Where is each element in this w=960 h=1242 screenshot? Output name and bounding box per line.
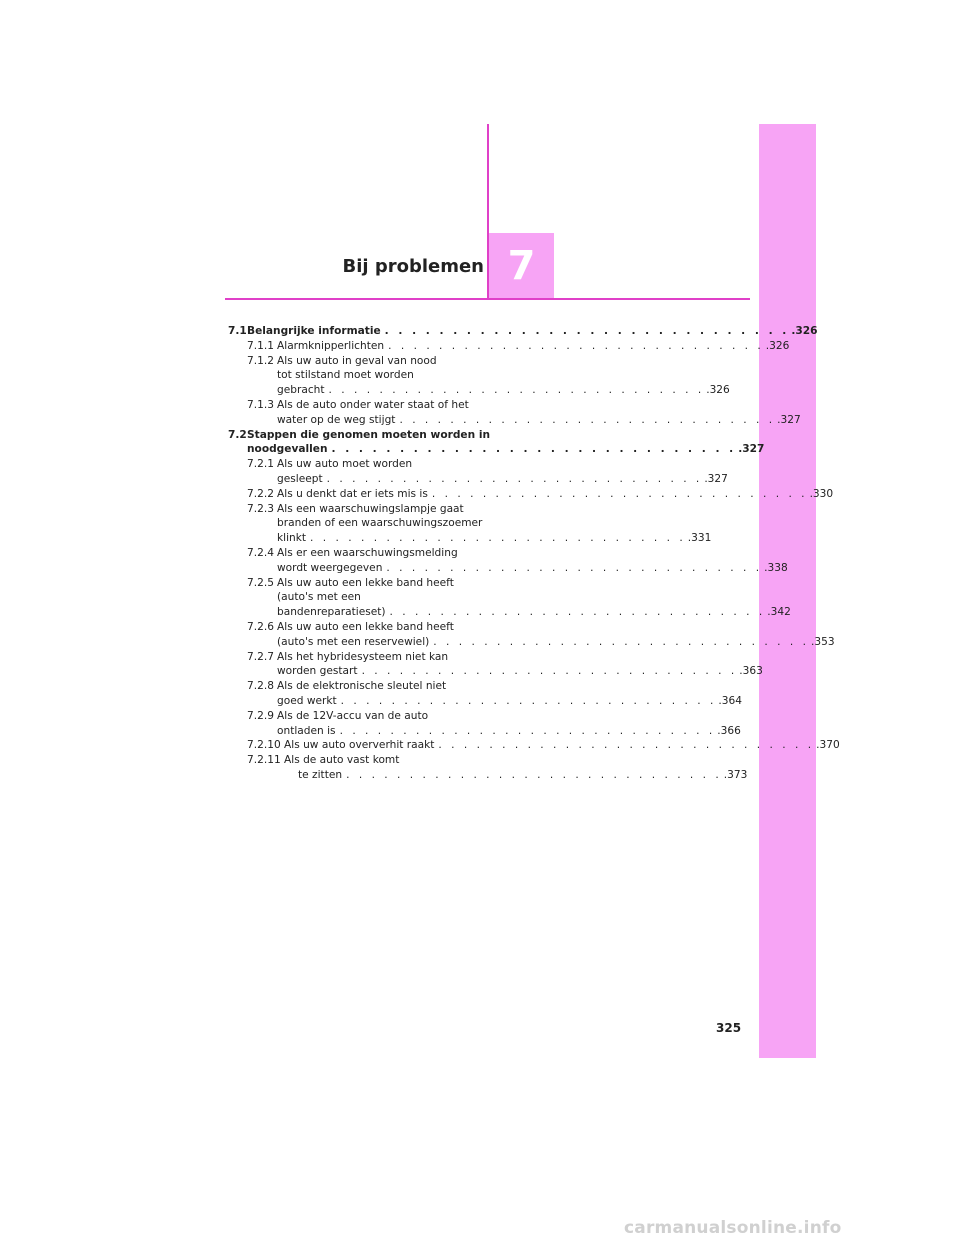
toc-entry[interactable]: [228, 428, 765, 458]
toc-entry-title-line: Als uw auto oververhit raakt: [284, 739, 435, 752]
toc-entry-number: 7.2.1: [247, 458, 274, 471]
toc-entry-title-line: Als uw auto in geval van nood: [277, 354, 437, 367]
toc-entry[interactable]: [228, 576, 791, 620]
toc-dot-leader: . . . . . . . . . . . . . . . . . . . . . . . . . . . . . .: [346, 768, 722, 781]
toc-dot-leader: . . . . . . . . . . . . . . . . . . . . . . . . . . . . . .: [340, 694, 717, 707]
toc-entry[interactable]: [228, 398, 801, 428]
toc-entry-title-line: wordt weergegeven: [277, 561, 383, 574]
toc-entry-title-line: Als de elektronische sleutel niet: [277, 680, 447, 693]
toc-entry-title-line: Als een waarschuwingslampje gaat: [277, 502, 464, 515]
toc-entry-number: 7.2.2: [247, 487, 274, 500]
table-of-contents: [228, 324, 840, 783]
toc-entry-title-line: Als de auto vast komt: [284, 754, 400, 767]
toc-entry[interactable]: [228, 738, 840, 753]
toc-entry-title-line: Als er een waarschuwingsmelding: [277, 546, 458, 559]
toc-entry[interactable]: [228, 487, 834, 502]
toc-entry-number: 7.1.1: [247, 339, 274, 352]
toc-entry[interactable]: [228, 753, 748, 783]
toc-dot-leader: . . . . . . . . . . . . . . . . . . . . . . . . . . . . . .: [386, 561, 763, 574]
toc-entry-title-line: noodgevallen: [247, 443, 328, 456]
toc-entry-title-line: gebracht: [277, 384, 325, 397]
toc-entry-title-line: worden gestart: [277, 665, 358, 678]
toc-entry-number: 7.2.6: [247, 620, 274, 633]
toc-entry-page: .366: [717, 724, 741, 737]
toc-entry-title-line: goed werkt: [277, 694, 337, 707]
toc-entry-number: 7.2.8: [247, 680, 274, 693]
toc-entry-title-line: Als uw auto een lekke band heeft: [277, 620, 454, 633]
toc-dot-leader: . . . . . . . . . . . . . . . . . . . . . . . . . . . . . .: [310, 532, 686, 545]
toc-entry-title-line: Als uw auto een lekke band heeft: [277, 576, 454, 589]
toc-entry-title-line: Als de 12V-accu van de auto: [277, 709, 429, 722]
toc-dot-leader: . . . . . . . . . . . . . . . . . . . . . . . . . . . . . .: [389, 606, 766, 619]
toc-entry-number: 7.2.4: [247, 546, 274, 559]
toc-entry-page: .342: [767, 606, 791, 619]
toc-entry-page: .363: [739, 665, 763, 678]
toc-entry-page: .327: [704, 472, 728, 485]
toc-entry[interactable]: [228, 354, 730, 398]
toc-dot-leader: . . . . . . . . . . . . . . . . . . . . . . . . . . . . . .: [431, 487, 808, 500]
toc-entry-number: 7.2.3: [247, 502, 274, 515]
toc-entry-title-line: Als het hybridesysteem niet kan: [277, 650, 449, 663]
toc-entry-title-line: tot stilstand moet worden: [277, 369, 414, 382]
toc-entry-page: .331: [687, 532, 712, 545]
toc-entry-page: .327: [777, 413, 801, 426]
toc-dot-leader: . . . . . . . . . . . . . . . . . . . . . . . . . . . . . .: [388, 339, 764, 352]
toc-entry-title-line: (auto's met een reservewiel): [277, 635, 430, 648]
toc-entry-title-line: Alarmknipperlichten: [277, 339, 385, 352]
toc-entry-number: 7.1.3: [247, 398, 274, 411]
toc-entry-title-line: Als uw auto moet worden: [277, 458, 413, 471]
toc-entry-number: 7.2: [228, 428, 247, 441]
toc-entry[interactable]: [228, 620, 835, 650]
toc-entry-title-line: (auto's met een: [277, 591, 361, 604]
toc-entry[interactable]: [228, 324, 818, 339]
watermark: carmanualsonline.info: [624, 1218, 842, 1238]
toc-entry-number: 7.1.2: [247, 354, 274, 367]
toc-entry-title-line: Als u denkt dat er iets mis is: [277, 487, 428, 500]
toc-entry-number: 7.2.10: [247, 739, 281, 752]
toc-entry-page: .330: [809, 487, 834, 500]
toc-dot-leader: . . . . . . . . . . . . . . . . . . . . . . . . . . . . . .: [433, 635, 809, 648]
toc-entry[interactable]: [228, 339, 790, 354]
toc-dot-leader: . . . . . . . . . . . . . . . . . . . . . . . . . . . . . .: [384, 325, 790, 337]
toc-entry-page: .327: [738, 443, 765, 456]
header-horizontal-rule: [225, 298, 750, 300]
toc-entry-title-line: te zitten: [298, 768, 343, 781]
toc-entry-page: .338: [764, 561, 788, 574]
toc-entry-page: .353: [810, 635, 835, 648]
toc-entry-page: .326: [791, 325, 818, 337]
toc-entry-title-line: Belangrijke informatie: [247, 325, 381, 337]
toc-entry-number: 7.2.7: [247, 650, 274, 663]
chapter-side-tab: [759, 124, 816, 1058]
toc-dot-leader: . . . . . . . . . . . . . . . . . . . . . . . . . . . . . .: [339, 724, 716, 737]
toc-entry-number: 7.1: [228, 325, 247, 337]
toc-entry-page: .370: [816, 739, 840, 752]
chapter-number-tab: 7: [489, 233, 554, 298]
toc-entry[interactable]: [228, 650, 763, 680]
toc-dot-leader: . . . . . . . . . . . . . . . . . . . . . . . . . . . . . .: [328, 384, 705, 397]
toc-entry-title-line: klinkt: [277, 532, 307, 545]
toc-entry-number: 7.2.5: [247, 576, 274, 589]
toc-dot-leader: . . . . . . . . . . . . . . . . . . . . . . . . . . . . . .: [399, 413, 776, 426]
toc-entry-page: .326: [765, 339, 790, 352]
toc-entry-title-line: gesleept: [277, 472, 323, 485]
toc-entry-page: .326: [706, 384, 730, 397]
toc-entry-title-line: branden of een waarschuwingszoemer: [277, 517, 483, 530]
toc-entry[interactable]: [228, 502, 712, 546]
toc-dot-leader: . . . . . . . . . . . . . . . . . . . . . . . . . . . . . .: [331, 443, 737, 456]
toc-dot-leader: . . . . . . . . . . . . . . . . . . . . . . . . . . . . . .: [438, 739, 815, 752]
toc-dot-leader: . . . . . . . . . . . . . . . . . . . . . . . . . . . . . .: [326, 472, 703, 485]
toc-entry[interactable]: [228, 546, 788, 576]
toc-entry[interactable]: [228, 679, 742, 709]
toc-entry[interactable]: [228, 709, 741, 739]
toc-entry-number: 7.2.11: [247, 754, 281, 767]
toc-entry[interactable]: [228, 457, 728, 487]
toc-entry-title-line: Stappen die genomen moeten worden in: [247, 428, 490, 441]
toc-entry-number: 7.2.9: [247, 709, 274, 722]
toc-dot-leader: . . . . . . . . . . . . . . . . . . . . . . . . . . . . . .: [361, 665, 738, 678]
toc-entry-page: .373: [723, 768, 748, 781]
toc-entry-title-line: water op de weg stijgt: [277, 413, 396, 426]
page-number: 325: [716, 1021, 742, 1035]
toc-entry-title-line: ontladen is: [277, 724, 336, 737]
toc-entry-page: .364: [718, 694, 742, 707]
toc-entry-title-line: Als de auto onder water staat of het: [277, 398, 469, 411]
chapter-title: Bij problemen: [342, 256, 484, 277]
toc-entry-title-line: bandenreparatieset): [277, 606, 386, 619]
